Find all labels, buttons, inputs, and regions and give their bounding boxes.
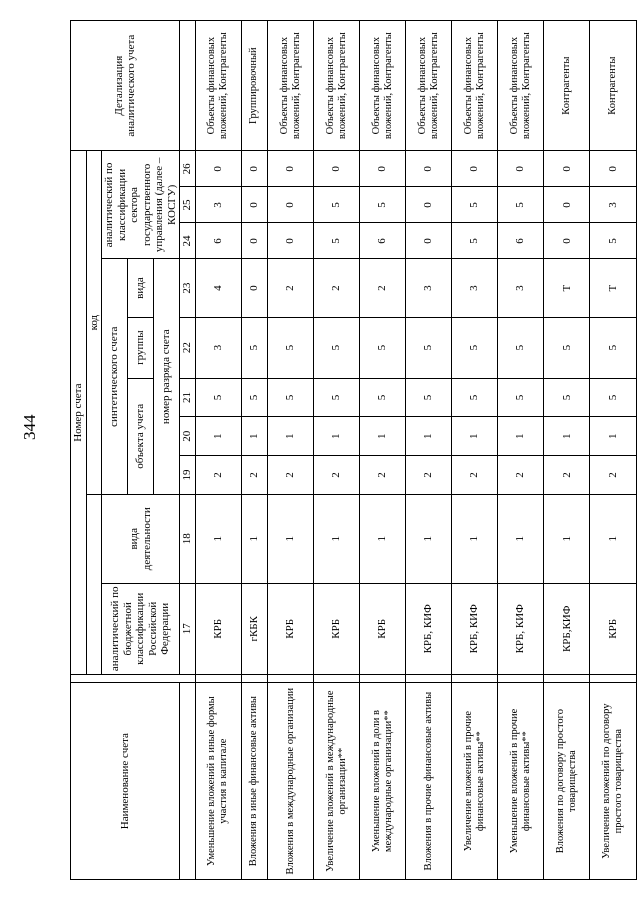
cell-kosgu-1: 5 [314,223,360,259]
page-number: 344 [20,414,39,440]
spacer-cell [452,675,498,683]
cell-object-3: 5 [590,378,636,417]
cell-kosgu-1: 6 [195,223,241,259]
col-num: 21 [180,378,196,417]
cell-object-1: 2 [452,456,498,495]
spacer-cell [590,675,636,683]
table-row [314,21,360,880]
cell-detail: Объекты финансовых вложений, Контрагенты [267,21,313,151]
cell-analytic: КРБ [267,583,313,674]
cell-kosgu-1: 5 [590,223,636,259]
header-group: группы [128,317,154,378]
cell-group: 5 [498,317,544,378]
cell-object-2: 1 [360,417,406,456]
row-name: Уменьшение вложений в прочие финансовые активы** [498,683,544,880]
cell-object-1: 2 [360,456,406,495]
cell-kosgu-3: 0 [452,151,498,187]
cell-object-3: 5 [195,378,241,417]
table-row [590,21,636,880]
cell-object-1: 2 [498,456,544,495]
cell-object-3: 5 [360,378,406,417]
cell-object-3: 5 [452,378,498,417]
header-blank-cell [86,494,102,674]
cell-kosgu-2: 3 [590,187,636,223]
cell-kosgu-1: 5 [452,223,498,259]
col-num: 23 [180,259,196,317]
cell-analytic: КРБ, КИФ [498,583,544,674]
cell-analytic: КРБ [195,583,241,674]
cell-object-3: 5 [406,378,452,417]
cell-kind: Т [544,259,590,317]
cell-kind: 3 [498,259,544,317]
cell-detail: Объекты финансовых вложений, Контрагенты [195,21,241,151]
cell-object-1: 2 [241,456,267,495]
cell-detail: Контрагенты [544,21,590,151]
header-synthetic: синтетического счета [102,259,128,494]
cell-group: 5 [314,317,360,378]
table-row [267,21,313,880]
spacer-cell [360,675,406,683]
cell-kosgu-3: 0 [267,151,313,187]
cell-kosgu-1: 0 [544,223,590,259]
cell-kosgu-3: 0 [544,151,590,187]
header-code: код [86,151,102,495]
cell-kind: 2 [360,259,406,317]
cell-object-2: 1 [544,417,590,456]
spacer-cell [241,675,267,683]
cell-object-3: 5 [498,378,544,417]
spacer-cell [195,675,241,683]
cell-object-3: 5 [314,378,360,417]
cell-kosgu-1: 0 [267,223,313,259]
cell-group: 5 [267,317,313,378]
spacer-cell [406,675,452,683]
row-name: Увеличение вложений в международные организации** [314,683,360,880]
col-num: 17 [180,583,196,674]
cell-group: 5 [360,317,406,378]
cell-kind: 3 [452,259,498,317]
cell-kosgu-2: 0 [544,187,590,223]
cell-object-2: 1 [498,417,544,456]
table-row [452,21,498,880]
cell-group: 5 [452,317,498,378]
cell-object-1: 2 [195,456,241,495]
cell-kosgu-2: 5 [360,187,406,223]
cell-group: 3 [195,317,241,378]
cell-object-1: 2 [544,456,590,495]
cell-object-1: 2 [314,456,360,495]
cell-analytic: КРБ, КИФ [452,583,498,674]
row-name: Вложения в иные финансовые активы [241,683,267,880]
cell-object-2: 1 [590,417,636,456]
cell-group: 5 [544,317,590,378]
row-name: Увеличение вложений по договору простого товарищества [590,683,636,880]
header-account-name: Наименование счета [71,683,180,880]
header-activity-type: вида деятельности [102,494,180,583]
cell-kosgu-1: 6 [360,223,406,259]
cell-object-3: 5 [544,378,590,417]
row-name: Вложения по договору простого товарищества [544,683,590,880]
cell-detail: Группировочный [241,21,267,151]
spacer-cell [314,675,360,683]
cell-kind: Т [590,259,636,317]
cell-activity: 1 [544,494,590,583]
cell-group: 5 [590,317,636,378]
cell-kosgu-2: 0 [267,187,313,223]
cell-group: 5 [241,317,267,378]
col-num: 25 [180,187,196,223]
cell-kosgu-3: 0 [241,151,267,187]
cell-analytic: гКБК [241,583,267,674]
cell-kosgu-2: 5 [452,187,498,223]
cell-activity: 1 [267,494,313,583]
table-row [241,21,267,880]
cell-object-1: 2 [267,456,313,495]
row-name: Уменьшение вложений в иные формы участия в капитале [195,683,241,880]
cell-activity: 1 [360,494,406,583]
cell-object-3: 5 [267,378,313,417]
cell-object-2: 1 [267,417,313,456]
cell-activity: 1 [406,494,452,583]
cell-analytic: КРБ,КИФ [544,583,590,674]
table-row [360,21,406,880]
spacer-column [71,675,196,683]
cell-activity: 1 [314,494,360,583]
cell-detail: Объекты финансовых вложений, Контрагенты [452,21,498,151]
cell-analytic: КРБ, КИФ [406,583,452,674]
cell-detail: Контрагенты [590,21,636,151]
cell-kosgu-3: 0 [360,151,406,187]
col-num: 20 [180,417,196,456]
cell-kosgu-1: 6 [498,223,544,259]
cell-group: 5 [406,317,452,378]
cell-object-2: 1 [452,417,498,456]
col-num: 22 [180,317,196,378]
cell-kosgu-2: 5 [314,187,360,223]
table-row [498,21,544,880]
cell-object-2: 1 [195,417,241,456]
cell-object-2: 1 [314,417,360,456]
header-num-blank [180,683,196,880]
cell-object-1: 2 [590,456,636,495]
cell-kosgu-2: 0 [406,187,452,223]
cell-kosgu-3: 0 [195,151,241,187]
cell-activity: 1 [590,494,636,583]
cell-kind: 3 [406,259,452,317]
header-detail: Детализация аналитического учета [71,21,180,151]
cell-object-3: 5 [241,378,267,417]
col-num: 19 [180,456,196,495]
spacer-cell [267,675,313,683]
table-row [544,21,590,880]
cell-kind: 2 [267,259,313,317]
table-row [195,21,241,880]
cell-detail: Объекты финансовых вложений, Контрагенты [360,21,406,151]
cell-activity: 1 [452,494,498,583]
header-digit-number: номер разряда счета [154,259,180,494]
cell-kosgu-3: 0 [590,151,636,187]
cell-detail: Объекты финансовых вложений, Контрагенты [314,21,360,151]
cell-analytic: КРБ [314,583,360,674]
cell-kosgu-1: 0 [241,223,267,259]
cell-kind: 2 [314,259,360,317]
cell-kosgu-2: 5 [498,187,544,223]
cell-activity: 1 [241,494,267,583]
cell-analytic: КРБ [590,583,636,674]
cell-kind: 0 [241,259,267,317]
col-num: 24 [180,223,196,259]
cell-object-2: 1 [241,417,267,456]
cell-detail: Объекты финансовых вложений, Контрагенты [406,21,452,151]
col-num: 18 [180,494,196,583]
row-name: Вложения в международные организации [267,683,313,880]
cell-kind: 4 [195,259,241,317]
header-num-blank [180,21,196,151]
col-num: 26 [180,151,196,187]
spacer-cell [544,675,590,683]
row-name: Вложения в прочие финансовые активы [406,683,452,880]
cell-kosgu-3: 0 [406,151,452,187]
cell-activity: 1 [195,494,241,583]
row-name: Увеличение вложений в прочие финансовые активы** [452,683,498,880]
cell-kosgu-1: 0 [406,223,452,259]
row-name: Уменьшение вложений в доли в международные организации** [360,683,406,880]
cell-object-1: 2 [406,456,452,495]
cell-activity: 1 [498,494,544,583]
cell-kosgu-3: 0 [498,151,544,187]
table-row [406,21,452,880]
cell-kosgu-3: 0 [314,151,360,187]
cell-kosgu-2: 3 [195,187,241,223]
header-kind: вида [128,259,154,317]
accounts-table [70,20,637,880]
cell-kosgu-2: 0 [241,187,267,223]
cell-detail: Объекты финансовых вложений, Контрагенты [498,21,544,151]
header-analytic-budget: аналитический по бюджетной классификации Российской Федерации [102,583,180,674]
header-analytic-kosgu: аналитический по классификации сектора государственного управления (далее – КОСГУ) [102,151,180,259]
cell-analytic: КРБ [360,583,406,674]
rotated-table-wrapper [70,20,624,880]
spacer-cell [498,675,544,683]
header-account-number: Номер счета [71,151,87,675]
cell-object-2: 1 [406,417,452,456]
header-object: объекта учета [128,378,154,494]
